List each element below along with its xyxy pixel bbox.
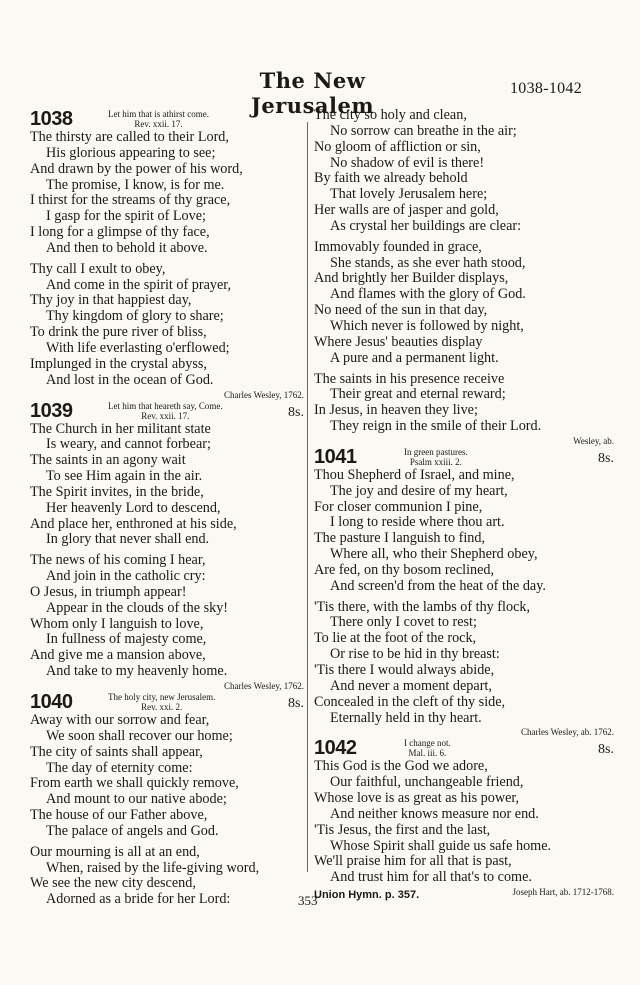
hymn-line: His glorious appearing to see;	[46, 144, 216, 161]
hymn-line: And lost in the ocean of God.	[46, 371, 214, 388]
hymn-scripture-title	[108, 109, 209, 129]
hymn-line: In Jesus, in heaven they live;	[314, 402, 478, 419]
author-attribution: Charles Wesley, ab. 1762.	[520, 727, 614, 738]
column-divider	[307, 122, 308, 872]
title-line: Psalm xxiii. 2.	[409, 456, 462, 467]
hymn-line: The day of eternity come:	[46, 759, 193, 776]
hymn-line: No gloom of affliction or sin,	[314, 138, 481, 155]
hymn-line: Which never is followed by night,	[330, 317, 524, 334]
hymn-line: Where Jesus' beauties display	[314, 333, 483, 350]
hymn-heading	[30, 691, 304, 713]
hymn-line: Our faithful, unchangeable friend,	[330, 774, 524, 791]
hymn-line: The saints in an agony wait	[30, 452, 186, 469]
hymn-line: By faith we already behold	[314, 170, 468, 187]
title-line: Let him that heareth say, Come.	[108, 400, 223, 411]
hymn-line: With life everlasting o'erflowed;	[46, 339, 230, 356]
author-attribution: Wesley, ab.	[573, 435, 614, 446]
hymn-line: 'Tis there I would always abide,	[314, 662, 495, 678]
hymn-line: And neither knows measure nor end.	[330, 805, 539, 822]
hymn-number: 1040	[30, 691, 73, 713]
hymn-line: And flames with the glory of God.	[330, 286, 526, 303]
title-line: Rev. xxii. 17.	[141, 410, 190, 421]
hymn-number: 1038	[30, 108, 73, 130]
hymn-line: Implunged in the crystal abyss,	[30, 355, 207, 372]
hymn-line: Our mourning is all at an end,	[30, 843, 200, 860]
hymn-line: No need of the sun in that day,	[314, 302, 488, 319]
hymn-line: The Church in her militant state	[30, 420, 211, 437]
hymn-line: Thou Shepherd of Israel, and mine,	[314, 466, 515, 483]
hymn-line: I gasp for the spirit of Love;	[46, 208, 206, 225]
hymn-line: Concealed in the cleft of thy side,	[314, 693, 506, 710]
title-line: Rev. xxi. 2.	[141, 702, 183, 712]
hymn-line: Her walls are of jasper and gold,	[314, 202, 499, 219]
page-header-title: The New Jerusalem	[250, 68, 375, 118]
hymn-scripture-title	[108, 401, 223, 421]
hymn-line: Thy joy in that happiest day,	[30, 292, 192, 309]
hymn-line: Her heavenly Lord to descend,	[46, 499, 221, 516]
hymn-number: 1041	[314, 445, 357, 468]
hymn-scripture-title	[404, 738, 451, 758]
hymn-line: Eternally held in thy heart.	[330, 709, 482, 726]
hymn-line: Their great and eternal reward;	[330, 386, 506, 403]
hymn-line: In glory that never shall end.	[46, 531, 210, 548]
hymn-line: When, raised by the life-giving word,	[46, 859, 260, 876]
hymn-line: She stands, as she ever hath stood,	[330, 254, 526, 271]
hymn-heading	[314, 737, 614, 759]
hymn-line: A pure and a permanent light.	[330, 349, 499, 366]
hymn-line: As crystal her buildings are clear:	[330, 217, 522, 234]
hymn-line: Are fed, on thy bosom reclined,	[314, 561, 495, 578]
hymn-meter: 8s.	[598, 450, 614, 466]
title-line: In green pastures.	[404, 446, 468, 457]
author-attribution: Charles Wesley, 1762.	[223, 681, 304, 691]
hymn-line: And give me a mansion above,	[30, 647, 206, 664]
hymn-line: For closer communion I pine,	[314, 498, 483, 515]
hymn-line: I long to reside where thou art.	[330, 514, 505, 531]
hymn-line: Away with our sorrow and fear,	[30, 712, 210, 728]
hymn-line: Adorned as a bride for her Lord:	[46, 891, 231, 908]
hymn-line: There only I covet to rest;	[330, 614, 477, 631]
hymn-line: And screen'd from the heat of the day.	[330, 577, 546, 594]
left-column	[30, 108, 304, 908]
hymn-line: From earth we shall quickly remove,	[30, 775, 239, 792]
hymn-line: We soon shall recover our home;	[46, 727, 233, 744]
hymn-line: The Spirit invites, in the bride,	[30, 483, 204, 500]
hymn-line: And place her, enthroned at his side,	[30, 515, 237, 532]
hymn-line: 'Tis Jesus, the first and the last,	[314, 821, 491, 838]
hymn-meter: 8s.	[598, 742, 614, 758]
hymn-line: 'Tis there, with the lambs of thy flock,	[314, 598, 531, 615]
hymn-line: The news of his coming I hear,	[30, 552, 206, 569]
hymn-line: No sorrow can breathe in the air;	[330, 122, 517, 139]
hymn-line: Appear in the clouds of the sky!	[46, 599, 229, 616]
hymn-number: 1042	[314, 737, 357, 760]
hymn-line: The saints in his presence receive	[314, 370, 505, 387]
title-line: The holy city, new Jerusalem.	[108, 692, 216, 702]
hymn-line: In fullness of majesty come,	[46, 631, 207, 648]
page-number: 353	[298, 893, 318, 908]
hymn-line: I thirst for the streams of thy grace,	[30, 192, 231, 209]
hymn-meter: 8s.	[288, 404, 304, 420]
author-attribution: Charles Wesley, 1762.	[223, 389, 304, 400]
hymn-line: This God is the God we adore,	[314, 758, 488, 775]
title-line: Rev. xxii. 17.	[134, 119, 183, 129]
hymn-meter: 8s.	[288, 696, 304, 711]
hymn-line: The joy and desire of my heart,	[330, 482, 508, 499]
hymn-line: That lovely Jerusalem here;	[330, 186, 488, 203]
title-line: I change not.	[404, 738, 451, 749]
hymn-line: To drink the pure river of bliss,	[30, 324, 207, 341]
hymn-line: To see Him again in the air.	[46, 468, 203, 485]
hymn-line: Where all, who their Shepherd obey,	[330, 546, 538, 563]
hymn-line: Thy kingdom of glory to share;	[46, 308, 224, 325]
hymn-line: Or rise to be hid in thy breast:	[330, 646, 500, 663]
author-attribution: Joseph Hart, ab. 1712-1768.	[512, 887, 614, 898]
hymn-source: Union Hymn. p. 357.	[314, 889, 420, 902]
hymn-line: And come in the spirit of prayer,	[46, 276, 231, 293]
hymn-line: Is weary, and cannot forbear;	[46, 436, 211, 453]
hymn-line: The city of saints shall appear,	[30, 743, 203, 760]
hymn-line: And trust him for all that's to come.	[330, 869, 532, 886]
hymn-line: We'll praise him for all that is past,	[314, 853, 512, 870]
hymn-line: The city so holy and clean,	[314, 107, 467, 123]
hymn-line: And brightly her Builder displays,	[314, 270, 509, 287]
hymn-line: Whom only I languish to love,	[30, 615, 204, 632]
hymn-line: Immovably founded in grace,	[314, 238, 482, 255]
hymn-heading	[30, 108, 304, 130]
hymn-line: The palace of angels and God.	[46, 822, 219, 839]
hymn-line: And drawn by the power of his word,	[30, 160, 243, 177]
hymn-line: The house of our Father above,	[30, 807, 208, 824]
hymn-footer	[314, 886, 614, 900]
hymn-range: 1038-1042	[510, 80, 583, 97]
hymn-line: Thy call I exult to obey,	[30, 260, 166, 277]
title-line: Let him that is athirst come.	[108, 109, 209, 119]
hymn-line: Whose love is as great as his power,	[314, 790, 520, 807]
hymn-scripture-title	[404, 447, 468, 467]
hymn-heading	[314, 446, 614, 468]
hymn-line: And mount to our native abode;	[46, 791, 227, 808]
hymn-line: I long for a glimpse of thy face,	[30, 224, 210, 241]
hymn-line: The thirsty are called to their Lord,	[30, 129, 229, 145]
right-column	[314, 108, 614, 900]
hymn-line: And take to my heavenly home.	[46, 663, 228, 680]
hymn-line: O Jesus, in triumph appear!	[30, 583, 187, 600]
hymn-line: Whose Spirit shall guide us safe home.	[330, 837, 552, 854]
hymn-line: No shadow of evil is there!	[330, 154, 485, 171]
title-line: Mal. iii. 6.	[408, 748, 447, 759]
hymn-line: The promise, I know, is for me.	[46, 176, 225, 193]
hymn-line: And join in the catholic cry:	[46, 568, 206, 585]
hymn-line: The pasture I languish to find,	[314, 530, 485, 547]
hymn-line: To lie at the foot of the rock,	[314, 630, 477, 647]
hymn-heading	[30, 400, 304, 422]
hymn-line: They reign in the smile of their Lord.	[330, 418, 542, 435]
hymn-line: And then to behold it above.	[46, 239, 208, 256]
hymn-scripture-title	[108, 692, 215, 712]
hymn-number: 1039	[30, 399, 73, 422]
hymn-line: And never a moment depart,	[330, 677, 492, 694]
hymn-line: We see the new city descend,	[30, 875, 196, 892]
